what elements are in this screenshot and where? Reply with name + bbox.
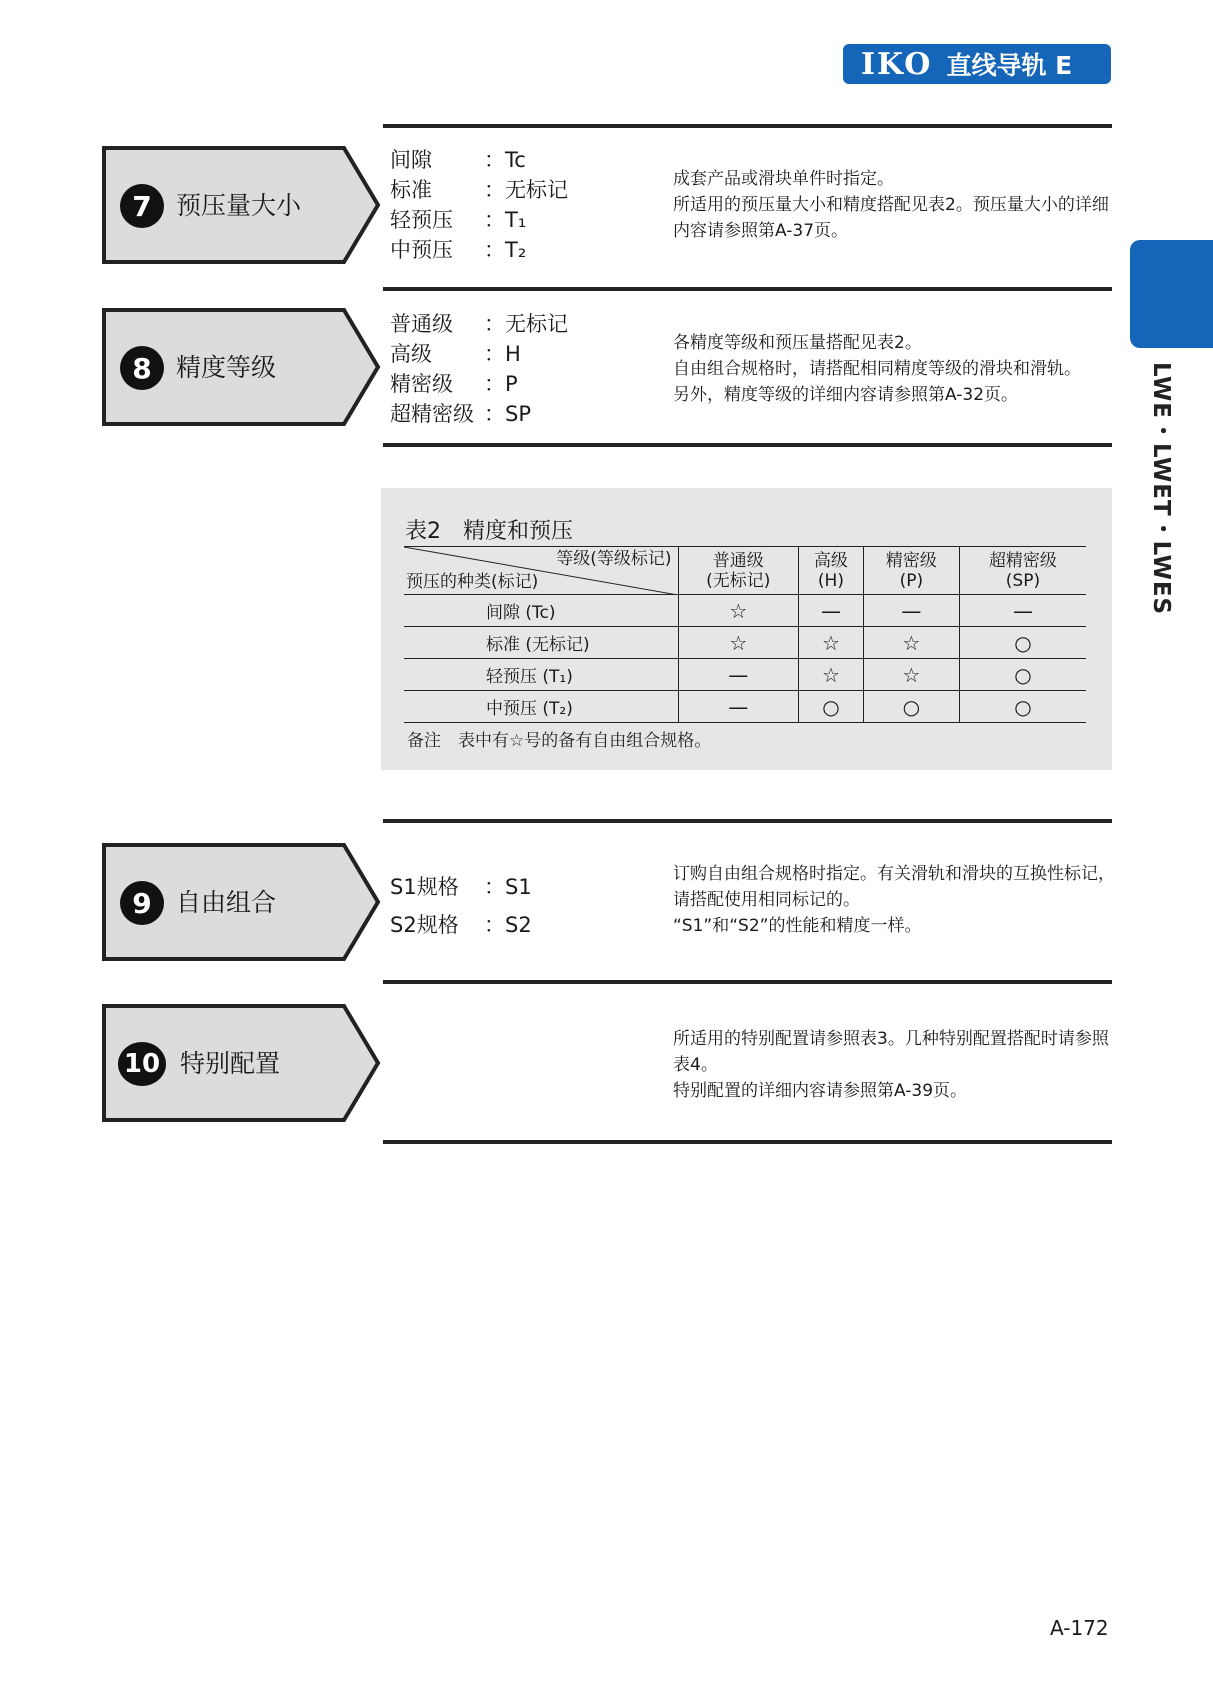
table-note: 备注 表中有☆号的备有自由组合规格。 <box>407 731 712 751</box>
header-badge <box>843 44 1111 84</box>
option-key: 精密级 <box>390 372 453 396</box>
divider <box>383 819 1112 823</box>
section-number: 7 <box>120 184 164 228</box>
option-value: ：T₁ <box>484 208 527 232</box>
divider <box>383 1140 1112 1144</box>
table-panel <box>381 488 1112 770</box>
divider <box>383 443 1112 447</box>
header-title: 直线导轨 E <box>946 51 1073 80</box>
option-value: ：P <box>484 372 518 396</box>
description-line: 成套产品或滑块单件时指定。 <box>673 169 894 189</box>
option-value: ：T₂ <box>484 238 527 262</box>
table-row <box>404 659 1086 691</box>
section-7-arrow <box>102 146 382 264</box>
option-list <box>390 309 568 429</box>
option-value: ：SP <box>484 402 531 426</box>
option-row <box>390 145 568 175</box>
table-cell: — <box>863 595 959 627</box>
description-line: 特别配置的详细内容请参照第A-39页。 <box>673 1081 968 1101</box>
option-key: 普通级 <box>390 312 453 336</box>
option-row <box>390 309 568 339</box>
description-line: 各精度等级和预压量搭配见表2。 <box>673 333 922 353</box>
description-line: 所适用的预压量大小和精度搭配见表2。预压量大小的详细内容请参照第A-37页。 <box>673 195 1109 241</box>
description-line: 自由组合规格时，请搭配相同精度等级的滑块和滑轨。 <box>673 359 1081 379</box>
table-cell: — <box>959 595 1086 627</box>
table-cell: ☆ <box>863 659 959 691</box>
section-title: 精度等级 <box>176 353 277 382</box>
description-line: 所适用的特别配置请参照表3。几种特别配置搭配时请参照表4。 <box>673 1029 1109 1075</box>
iko-logo: IKO <box>861 46 933 82</box>
side-tab <box>1130 240 1213 348</box>
section-title: 特别配置 <box>180 1049 281 1078</box>
section-number: 9 <box>120 881 164 925</box>
table-cell: ☆ <box>863 627 959 659</box>
option-value: ：Tc <box>484 148 526 172</box>
row-label: 轻预压 (T₁) <box>404 659 678 691</box>
option-key: 高级 <box>390 342 432 366</box>
section-10-arrow <box>102 1004 382 1122</box>
corner-bottom-label: 预压的种类(标记) <box>406 572 539 592</box>
table-title: 表2 精度和预压 <box>405 519 573 544</box>
table-cell: — <box>678 691 799 723</box>
table-cell: ○ <box>959 627 1086 659</box>
table-row <box>404 595 1086 627</box>
divider <box>383 980 1112 984</box>
row-label: 间隙 (Tc) <box>404 595 678 627</box>
table-cell: ○ <box>959 659 1086 691</box>
table-row <box>404 627 1086 659</box>
column-header: 精密级 (P) <box>863 547 959 595</box>
table-cell: ○ <box>959 691 1086 723</box>
option-key: S2规格 <box>390 913 459 937</box>
section-description <box>673 861 1118 939</box>
table-corner-cell <box>404 547 678 595</box>
column-header: 超精密级 (SP) <box>959 547 1086 595</box>
section-description <box>673 330 1118 408</box>
precision-table <box>404 546 1086 723</box>
option-value: ：S2 <box>484 913 532 937</box>
option-key: 中预压 <box>390 238 453 262</box>
table-cell: — <box>799 595 864 627</box>
option-value: ：H <box>484 342 521 366</box>
option-list <box>390 868 532 944</box>
option-row <box>390 868 532 906</box>
page-number: A-172 <box>1050 1616 1109 1640</box>
section-description <box>673 1026 1118 1104</box>
table-header-row <box>404 547 1086 595</box>
option-key: 轻预压 <box>390 208 453 232</box>
option-value: ：S1 <box>484 875 532 899</box>
description-line: 另外，精度等级的详细内容请参照第A-32页。 <box>673 385 1019 405</box>
table-cell: ☆ <box>799 659 864 691</box>
divider <box>383 124 1112 128</box>
option-key: 超精密级 <box>390 402 474 426</box>
option-list <box>390 145 568 265</box>
option-row <box>390 205 568 235</box>
section-description <box>673 166 1118 244</box>
corner-top-label: 等级(等级标记) <box>556 549 672 569</box>
section-9-arrow <box>102 843 382 961</box>
description-line: “S1”和“S2”的性能和精度一样。 <box>673 916 922 936</box>
option-row <box>390 369 568 399</box>
row-label: 中预压 (T₂) <box>404 691 678 723</box>
option-row <box>390 235 568 265</box>
column-header: 高级 (H) <box>799 547 864 595</box>
table-cell: — <box>678 659 799 691</box>
option-key: S1规格 <box>390 875 459 899</box>
option-row <box>390 399 568 429</box>
option-row <box>390 339 568 369</box>
option-row <box>390 175 568 205</box>
table-cell: ○ <box>863 691 959 723</box>
table-cell: ☆ <box>678 595 799 627</box>
row-label: 标准 (无标记) <box>404 627 678 659</box>
column-header: 普通级 (无标记) <box>678 547 799 595</box>
table-cell: ○ <box>799 691 864 723</box>
divider <box>383 287 1112 291</box>
section-title: 自由组合 <box>176 888 277 917</box>
section-8-arrow <box>102 308 382 426</box>
table-row <box>404 691 1086 723</box>
table-cell: ☆ <box>678 627 799 659</box>
description-line: 订购自由组合规格时指定。有关滑轨和滑块的互换性标记，请搭配使用相同标记的。 <box>673 864 1115 910</box>
table-cell: ☆ <box>799 627 864 659</box>
section-title: 预压量大小 <box>176 191 302 220</box>
section-number: 10 <box>118 1042 166 1086</box>
option-row <box>390 906 532 944</box>
section-number: 8 <box>120 346 164 390</box>
option-key: 间隙 <box>390 148 432 172</box>
option-key: 标准 <box>390 178 432 202</box>
option-value: ：无标记 <box>484 178 568 202</box>
option-value: ：无标记 <box>484 312 568 336</box>
side-label: LWE・LWET・LWES <box>1148 362 1174 616</box>
